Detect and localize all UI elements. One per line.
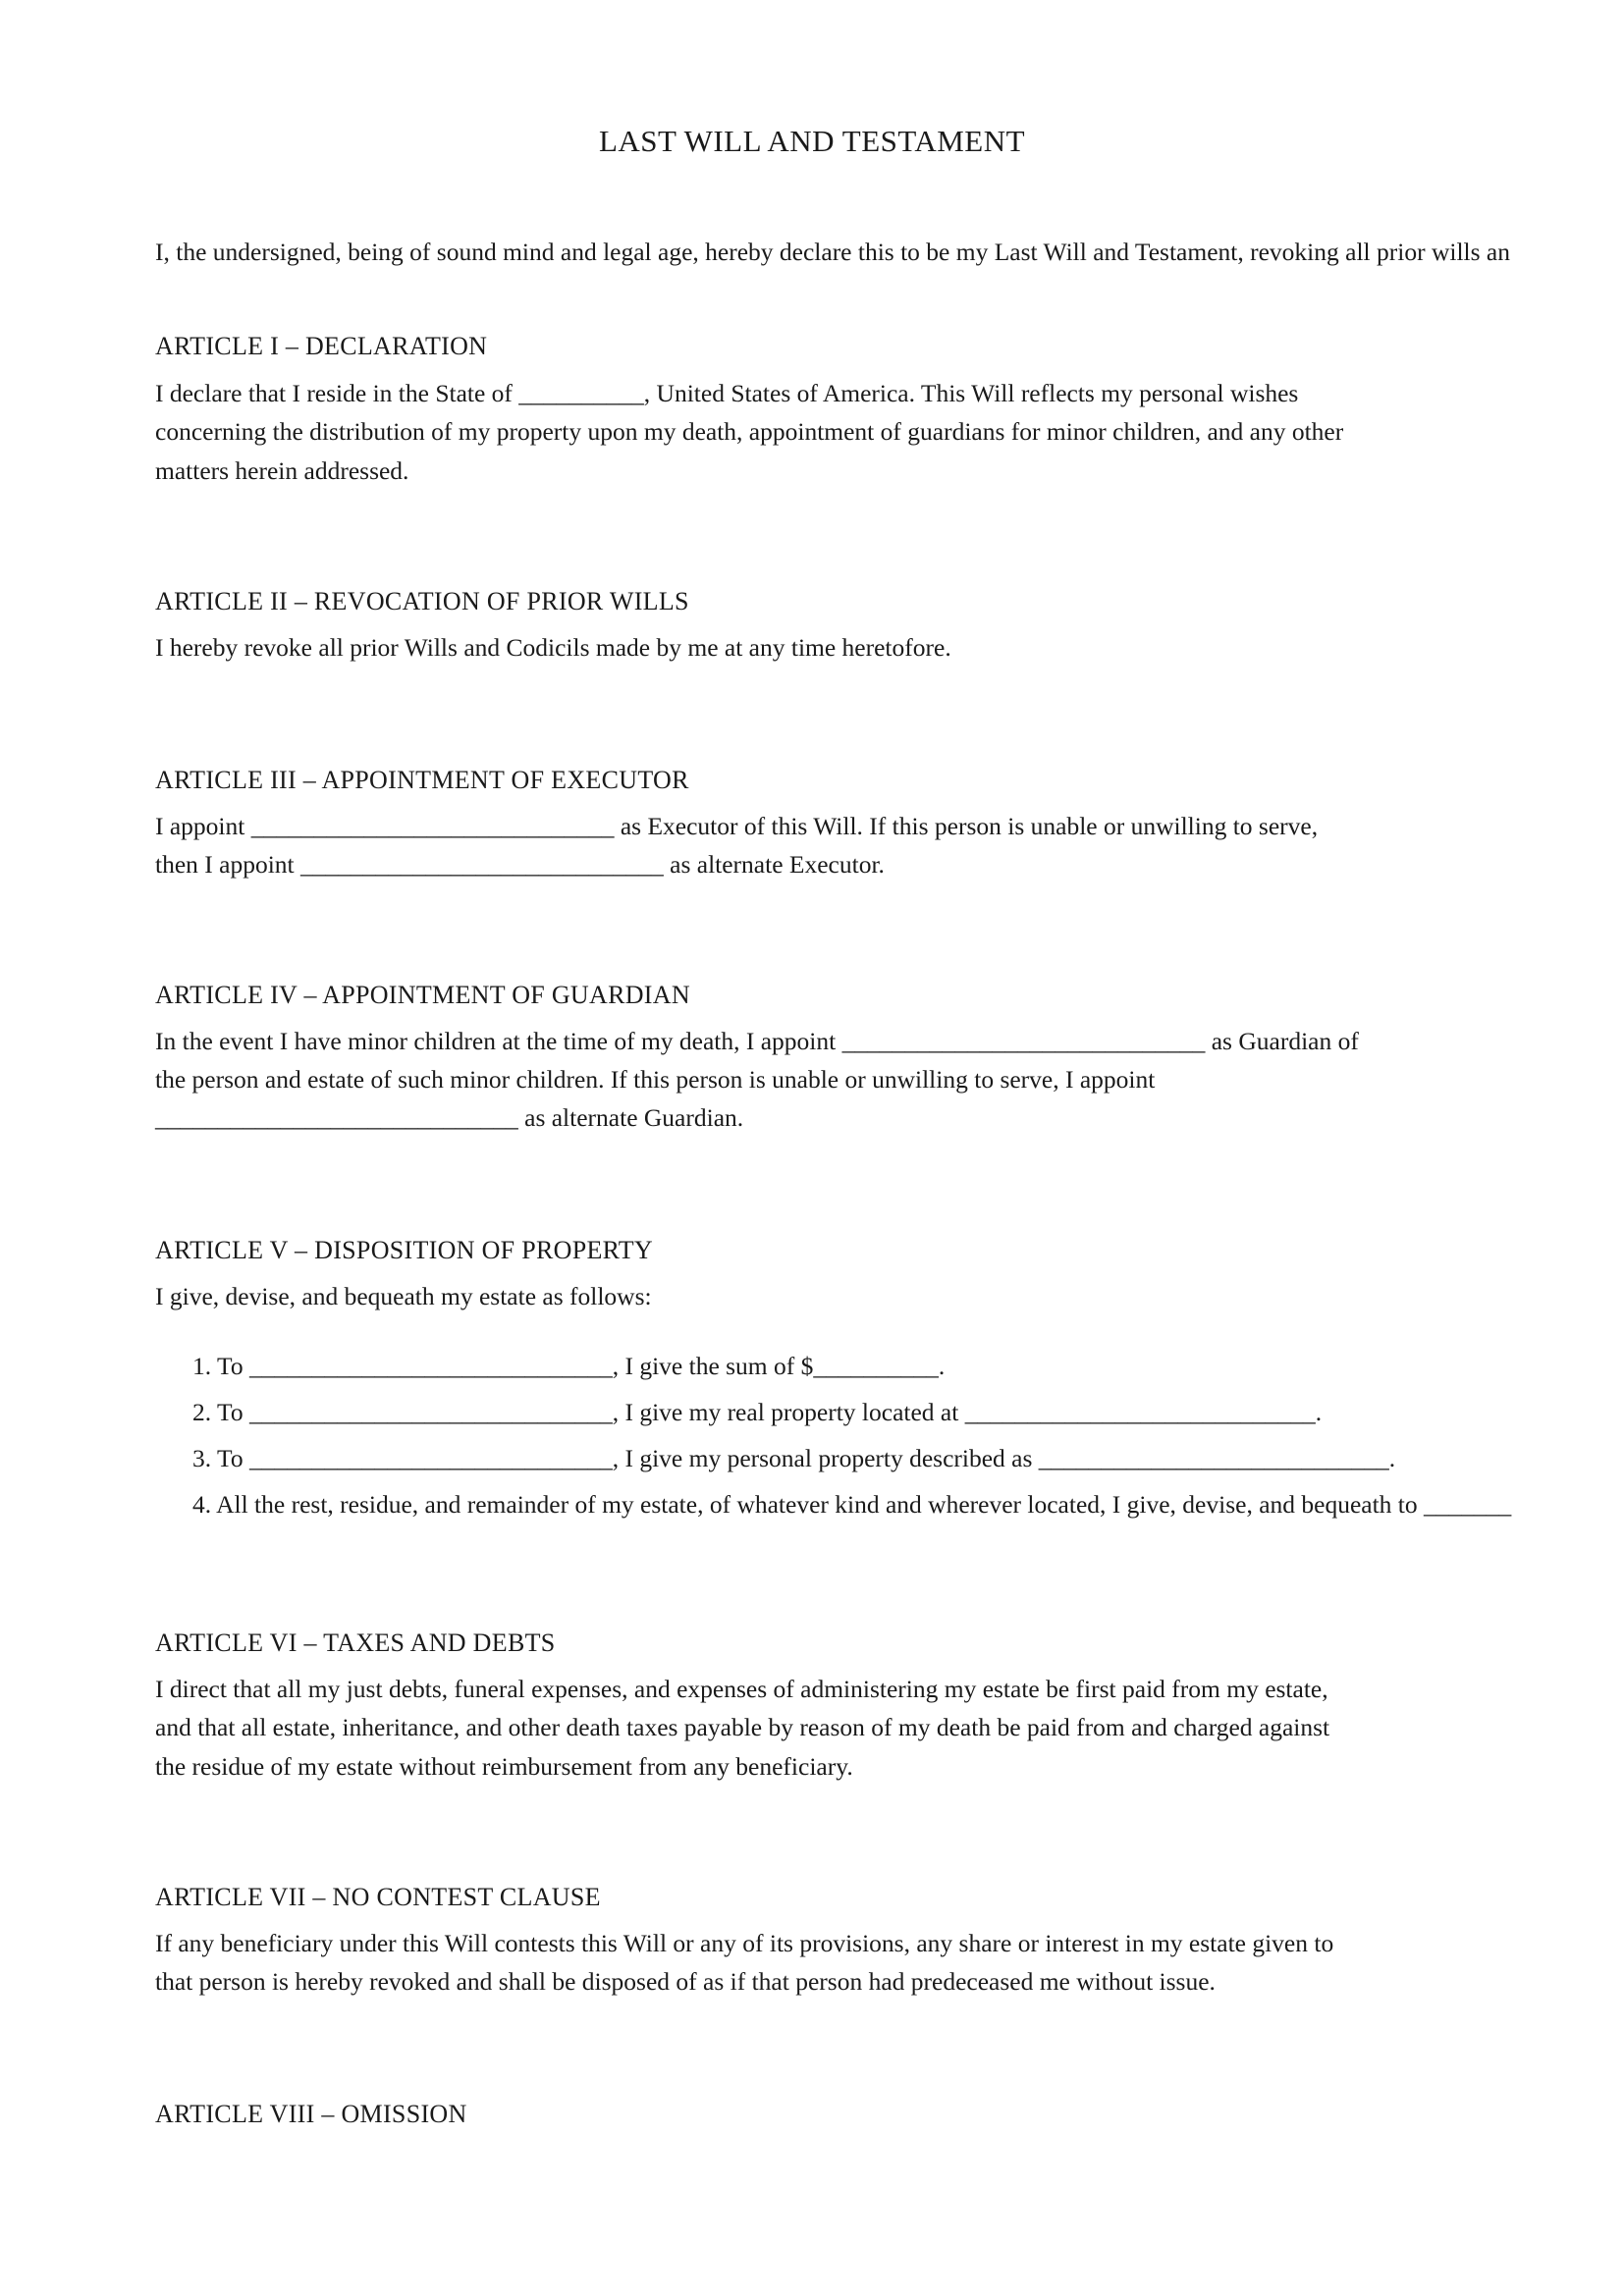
document-title: LAST WILL AND TESTAMENT (598, 124, 1026, 158)
intro-paragraph: I, the undersigned, being of sound mind and legal age, hereby declare this to be my Last Will and Testament, revoking all prior wills an (155, 238, 1510, 266)
article-4-heading: ARTICLE IV – APPOINTMENT OF GUARDIAN (155, 981, 690, 1009)
article-7-line-2: that person is hereby revoked and shall be disposed of as if that person had predeceased me without issue. (155, 1967, 1216, 1996)
article-2-heading: ARTICLE II – REVOCATION OF PRIOR WILLS (155, 587, 689, 615)
article-4-line-1: In the event I have minor children at the time of my death, I appoint _____________________________ as Guardian of (155, 1027, 1359, 1055)
article-3-heading: ARTICLE III – APPOINTMENT OF EXECUTOR (155, 766, 689, 794)
article-2-line-1: I hereby revoke all prior Wills and Codicils made by me at any time heretofore. (155, 633, 951, 662)
article-6-line-3: the residue of my estate without reimbursement from any beneficiary. (155, 1752, 853, 1781)
article-4-line-2: the person and estate of such minor children. If this person is unable or unwilling to serve, I appoint (155, 1065, 1156, 1094)
article-3-line-2: then I appoint _____________________________ as alternate Executor. (155, 850, 885, 879)
list-item: 1. To _____________________________, I give the sum of $__________. (192, 1352, 946, 1380)
article-1-heading: ARTICLE I – DECLARATION (155, 332, 488, 360)
article-1-line-3: matters herein addressed. (155, 456, 409, 485)
article-6-line-2: and that all estate, inheritance, and other death taxes payable by reason of my death be paid from and charged against (155, 1713, 1330, 1741)
article-5-heading: ARTICLE V – DISPOSITION OF PROPERTY (155, 1236, 653, 1264)
article-4-line-3: _____________________________ as alternate Guardian. (155, 1103, 744, 1132)
article-6-line-1: I direct that all my just debts, funeral expenses, and expenses of administering my estate be first paid from my estate, (155, 1675, 1328, 1703)
article-7-line-1: If any beneficiary under this Will contests this Will or any of its provisions, any share or interest in my estate given to (155, 1929, 1334, 1957)
article-5-intro: I give, devise, and bequeath my estate as follows: (155, 1282, 652, 1310)
article-1-line-2: concerning the distribution of my property upon my death, appointment of guardians for minor children, and any other (155, 417, 1344, 446)
list-item: 4. All the rest, residue, and remainder of my estate, of whatever kind and wherever located, I give, devise, and bequeath to _______ (192, 1490, 1512, 1519)
article-8-heading: ARTICLE VIII – OMISSION (155, 2100, 467, 2128)
article-6-heading: ARTICLE VI – TAXES AND DEBTS (155, 1629, 556, 1657)
article-7-heading: ARTICLE VII – NO CONTEST CLAUSE (155, 1883, 601, 1911)
list-item: 2. To _____________________________, I give my real property located at ____________________________. (192, 1398, 1323, 1426)
list-item: 3. To _____________________________, I give my personal property described as ____________________________. (192, 1444, 1396, 1472)
article-3-line-1: I appoint _____________________________ as Executor of this Will. If this person is unable or unwilling to serve, (155, 812, 1319, 840)
article-1-line-1: I declare that I reside in the State of __________, United States of America. This Will reflects my personal wishes (155, 379, 1299, 407)
